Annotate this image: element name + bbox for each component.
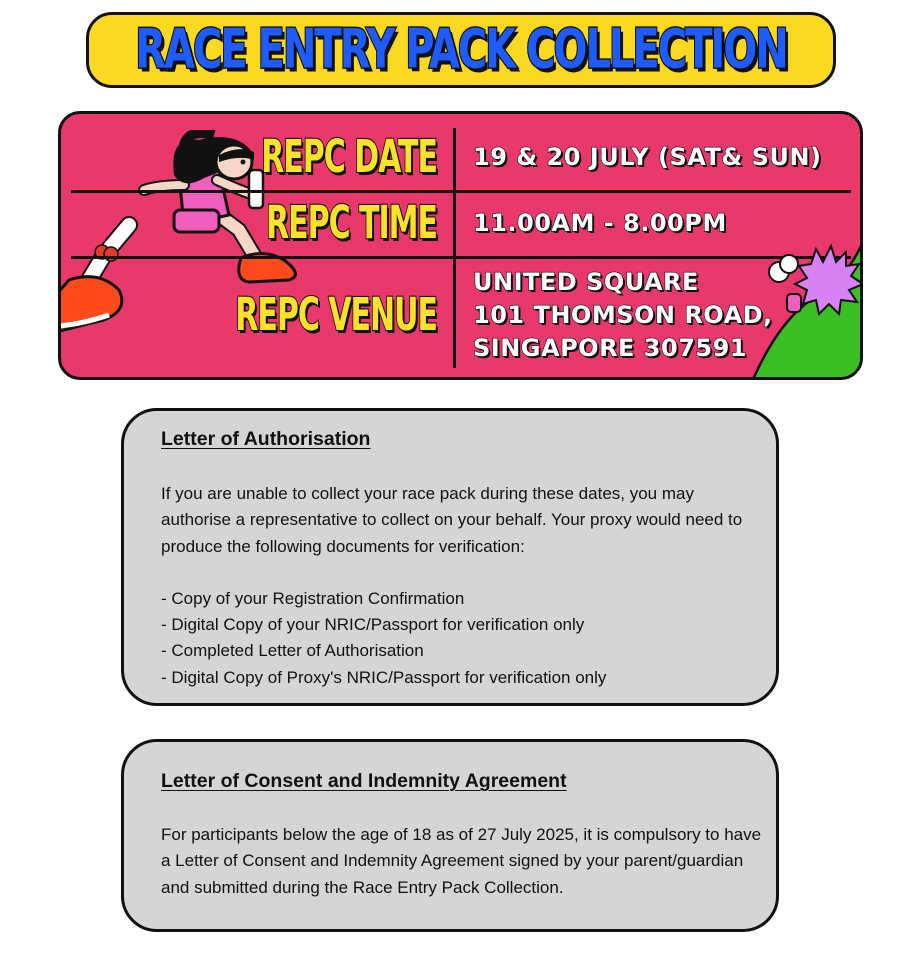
row-divider [71,190,851,193]
list-item: - Completed Letter of Authorisation [161,641,424,661]
repc-time-label: REPC TIME [265,197,437,250]
authorisation-heading: Letter of Authorisation [161,428,371,450]
list-item: - Digital Copy of your NRIC/Passport for verification only [161,615,585,635]
authorisation-intro: If you are unable to collect your race pack during these dates, you may authorise a representative to collect on your behalf. Your proxy would need to produce the following documents for verification: [161,484,743,556]
repc-venue-value [473,266,773,365]
title-banner [86,12,836,88]
list-item: - Digital Copy of Proxy's NRIC/Passport for verification only [161,667,607,687]
authorisation-body [161,481,762,691]
authorisation-box [121,408,779,706]
repc-date-label: REPC DATE [261,131,437,184]
consent-box [121,739,779,932]
consent-body: For participants below the age of 18 as of 27 July 2025, it is compulsory to have a Letter of Consent and Indemnity Agreement signed by your parent/guardian and submitted during the Race Entry Pack Collection. [161,825,762,897]
venue-line: SINGAPORE 307591 [473,334,747,362]
column-divider [453,128,456,368]
repc-date-value: 19 & 20 JULY (SAT& SUN) [473,143,822,171]
venue-line: 101 THOMSON ROAD, [473,301,773,329]
document-list [161,586,762,691]
repc-time-value: 11.00AM - 8.00PM [473,209,727,237]
repc-venue-label: REPC VENUE [235,289,437,342]
pink-monster-illustration [751,234,863,380]
page-title: RACE ENTRY PACK COLLECTION [135,18,787,82]
list-item: - Copy of your Registration Confirmation [161,588,465,608]
repc-info-card [58,111,863,380]
row-divider [71,256,851,259]
venue-line: UNITED SQUARE [473,268,699,296]
consent-heading: Letter of Consent and Indemnity Agreement [161,770,567,792]
